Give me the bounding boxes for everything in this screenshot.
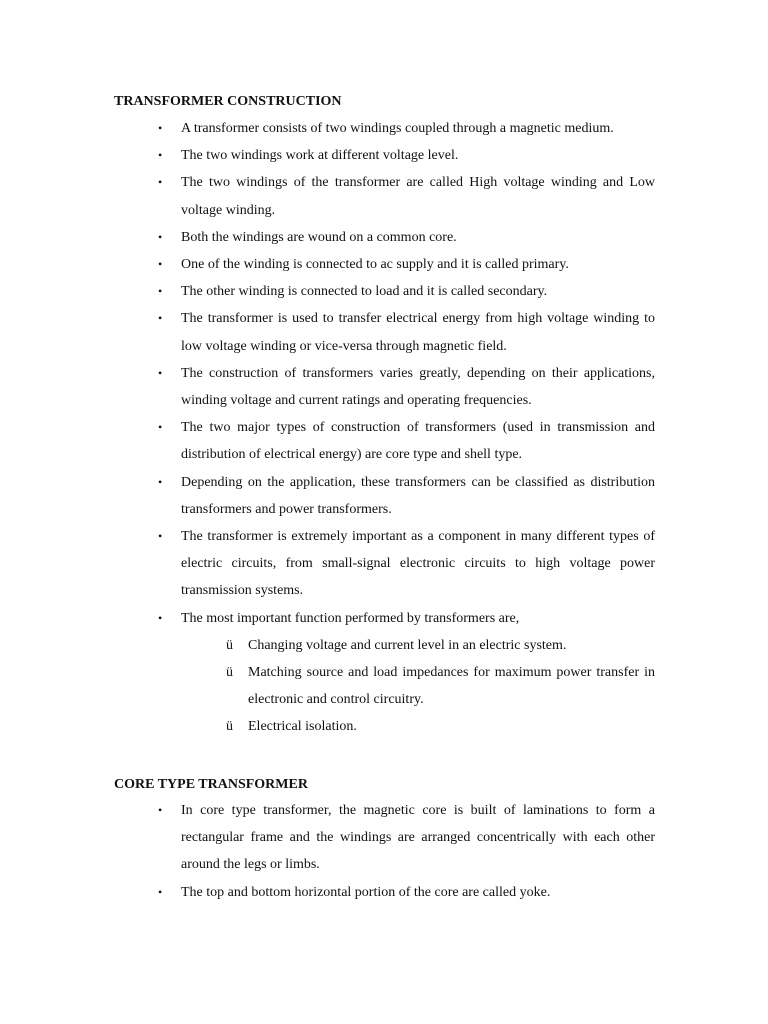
list-item-text: The two windings work at different voltage level. bbox=[181, 148, 459, 164]
sub-list-item bbox=[226, 713, 655, 740]
list-item-text: A transformer consists of two windings coupled through a magnetic medium. bbox=[181, 121, 614, 136]
list-item bbox=[158, 115, 655, 142]
list-item bbox=[158, 142, 655, 169]
list-item-text: Depending on the application, these transformers can be classified as distribution transformers and power transformers. bbox=[181, 474, 655, 517]
list-item-text: In core type transformer, the magnetic core is built of laminations to form a rectangular frame and the windings are arranged concentrically with each other around the legs or limbs. bbox=[181, 803, 655, 873]
checkmark-icon: ü bbox=[226, 719, 233, 735]
bullet-icon: • bbox=[158, 284, 163, 299]
list-item bbox=[158, 414, 655, 468]
bullet-icon: • bbox=[158, 529, 163, 544]
bullet-icon: • bbox=[158, 365, 163, 380]
sub-list-item-text: Changing voltage and current level in an electric system. bbox=[248, 637, 567, 653]
list-item bbox=[158, 169, 655, 223]
list-item-text: Both the windings are wound on a common core. bbox=[181, 229, 457, 245]
list-item bbox=[158, 278, 655, 305]
construction-bullet-list bbox=[0, 115, 655, 741]
list-item-text: The two windings of the transformer are called High voltage winding and Low voltage winding. bbox=[181, 175, 655, 218]
core-type-bullet-list bbox=[0, 797, 655, 906]
section-heading-transformer-construction: TRANSFORMER CONSTRUCTION bbox=[114, 94, 342, 109]
sub-list-item bbox=[226, 659, 655, 713]
list-item bbox=[158, 224, 655, 251]
sub-list-item-text: Electrical isolation. bbox=[248, 719, 357, 735]
bullet-icon: • bbox=[158, 148, 163, 163]
bullet-icon: • bbox=[158, 121, 163, 135]
bullet-icon: • bbox=[158, 884, 163, 899]
list-item bbox=[158, 797, 655, 879]
list-item bbox=[158, 879, 655, 906]
list-item bbox=[158, 469, 655, 523]
list-item-text: The other winding is connected to load and it is called secondary. bbox=[181, 284, 548, 300]
list-item-text: The construction of transformers varies greatly, depending on their applications, winding voltage and current ratings and operating frequencies. bbox=[181, 365, 655, 409]
sub-list-item-text: Matching source and load impedances for maximum power transfer in electronic and control circuitry. bbox=[248, 665, 655, 708]
list-item-text: The two major types of construction of transformers (used in transmission and distribution of electrical energy) are core type and shell type. bbox=[181, 420, 655, 463]
bullet-icon: • bbox=[158, 803, 163, 817]
list-item bbox=[158, 251, 655, 278]
transformer-functions-list bbox=[181, 632, 655, 741]
checkmark-icon: ü bbox=[226, 665, 233, 681]
bullet-icon: • bbox=[158, 175, 163, 190]
list-item bbox=[158, 305, 655, 359]
list-item-text: The top and bottom horizontal portion of the core are called yoke. bbox=[181, 884, 551, 900]
bullet-icon: • bbox=[158, 610, 163, 625]
list-item-text: The most important function performed by transformers are, bbox=[181, 610, 520, 626]
list-item-text: The transformer is used to transfer electrical energy from high voltage winding to low voltage winding or vice-versa through magnetic field. bbox=[181, 311, 655, 354]
bullet-icon: • bbox=[158, 474, 163, 489]
bullet-icon: • bbox=[158, 229, 163, 244]
list-item bbox=[158, 360, 655, 414]
bullet-icon: • bbox=[158, 420, 163, 435]
bullet-icon: • bbox=[158, 311, 163, 326]
sub-list-item bbox=[226, 632, 655, 659]
section-heading-core-type-transformer: CORE TYPE TRANSFORMER bbox=[114, 777, 308, 792]
list-item bbox=[158, 523, 655, 605]
list-item-text: One of the winding is connected to ac supply and it is called primary. bbox=[181, 257, 569, 273]
list-item bbox=[158, 605, 655, 741]
bullet-icon: • bbox=[158, 257, 163, 272]
checkmark-icon: ü bbox=[226, 637, 233, 653]
list-item-text: The transformer is extremely important as a component in many different types of electric circuits, from small-signal electronic circuits to high voltage power transmission systems. bbox=[181, 529, 655, 599]
